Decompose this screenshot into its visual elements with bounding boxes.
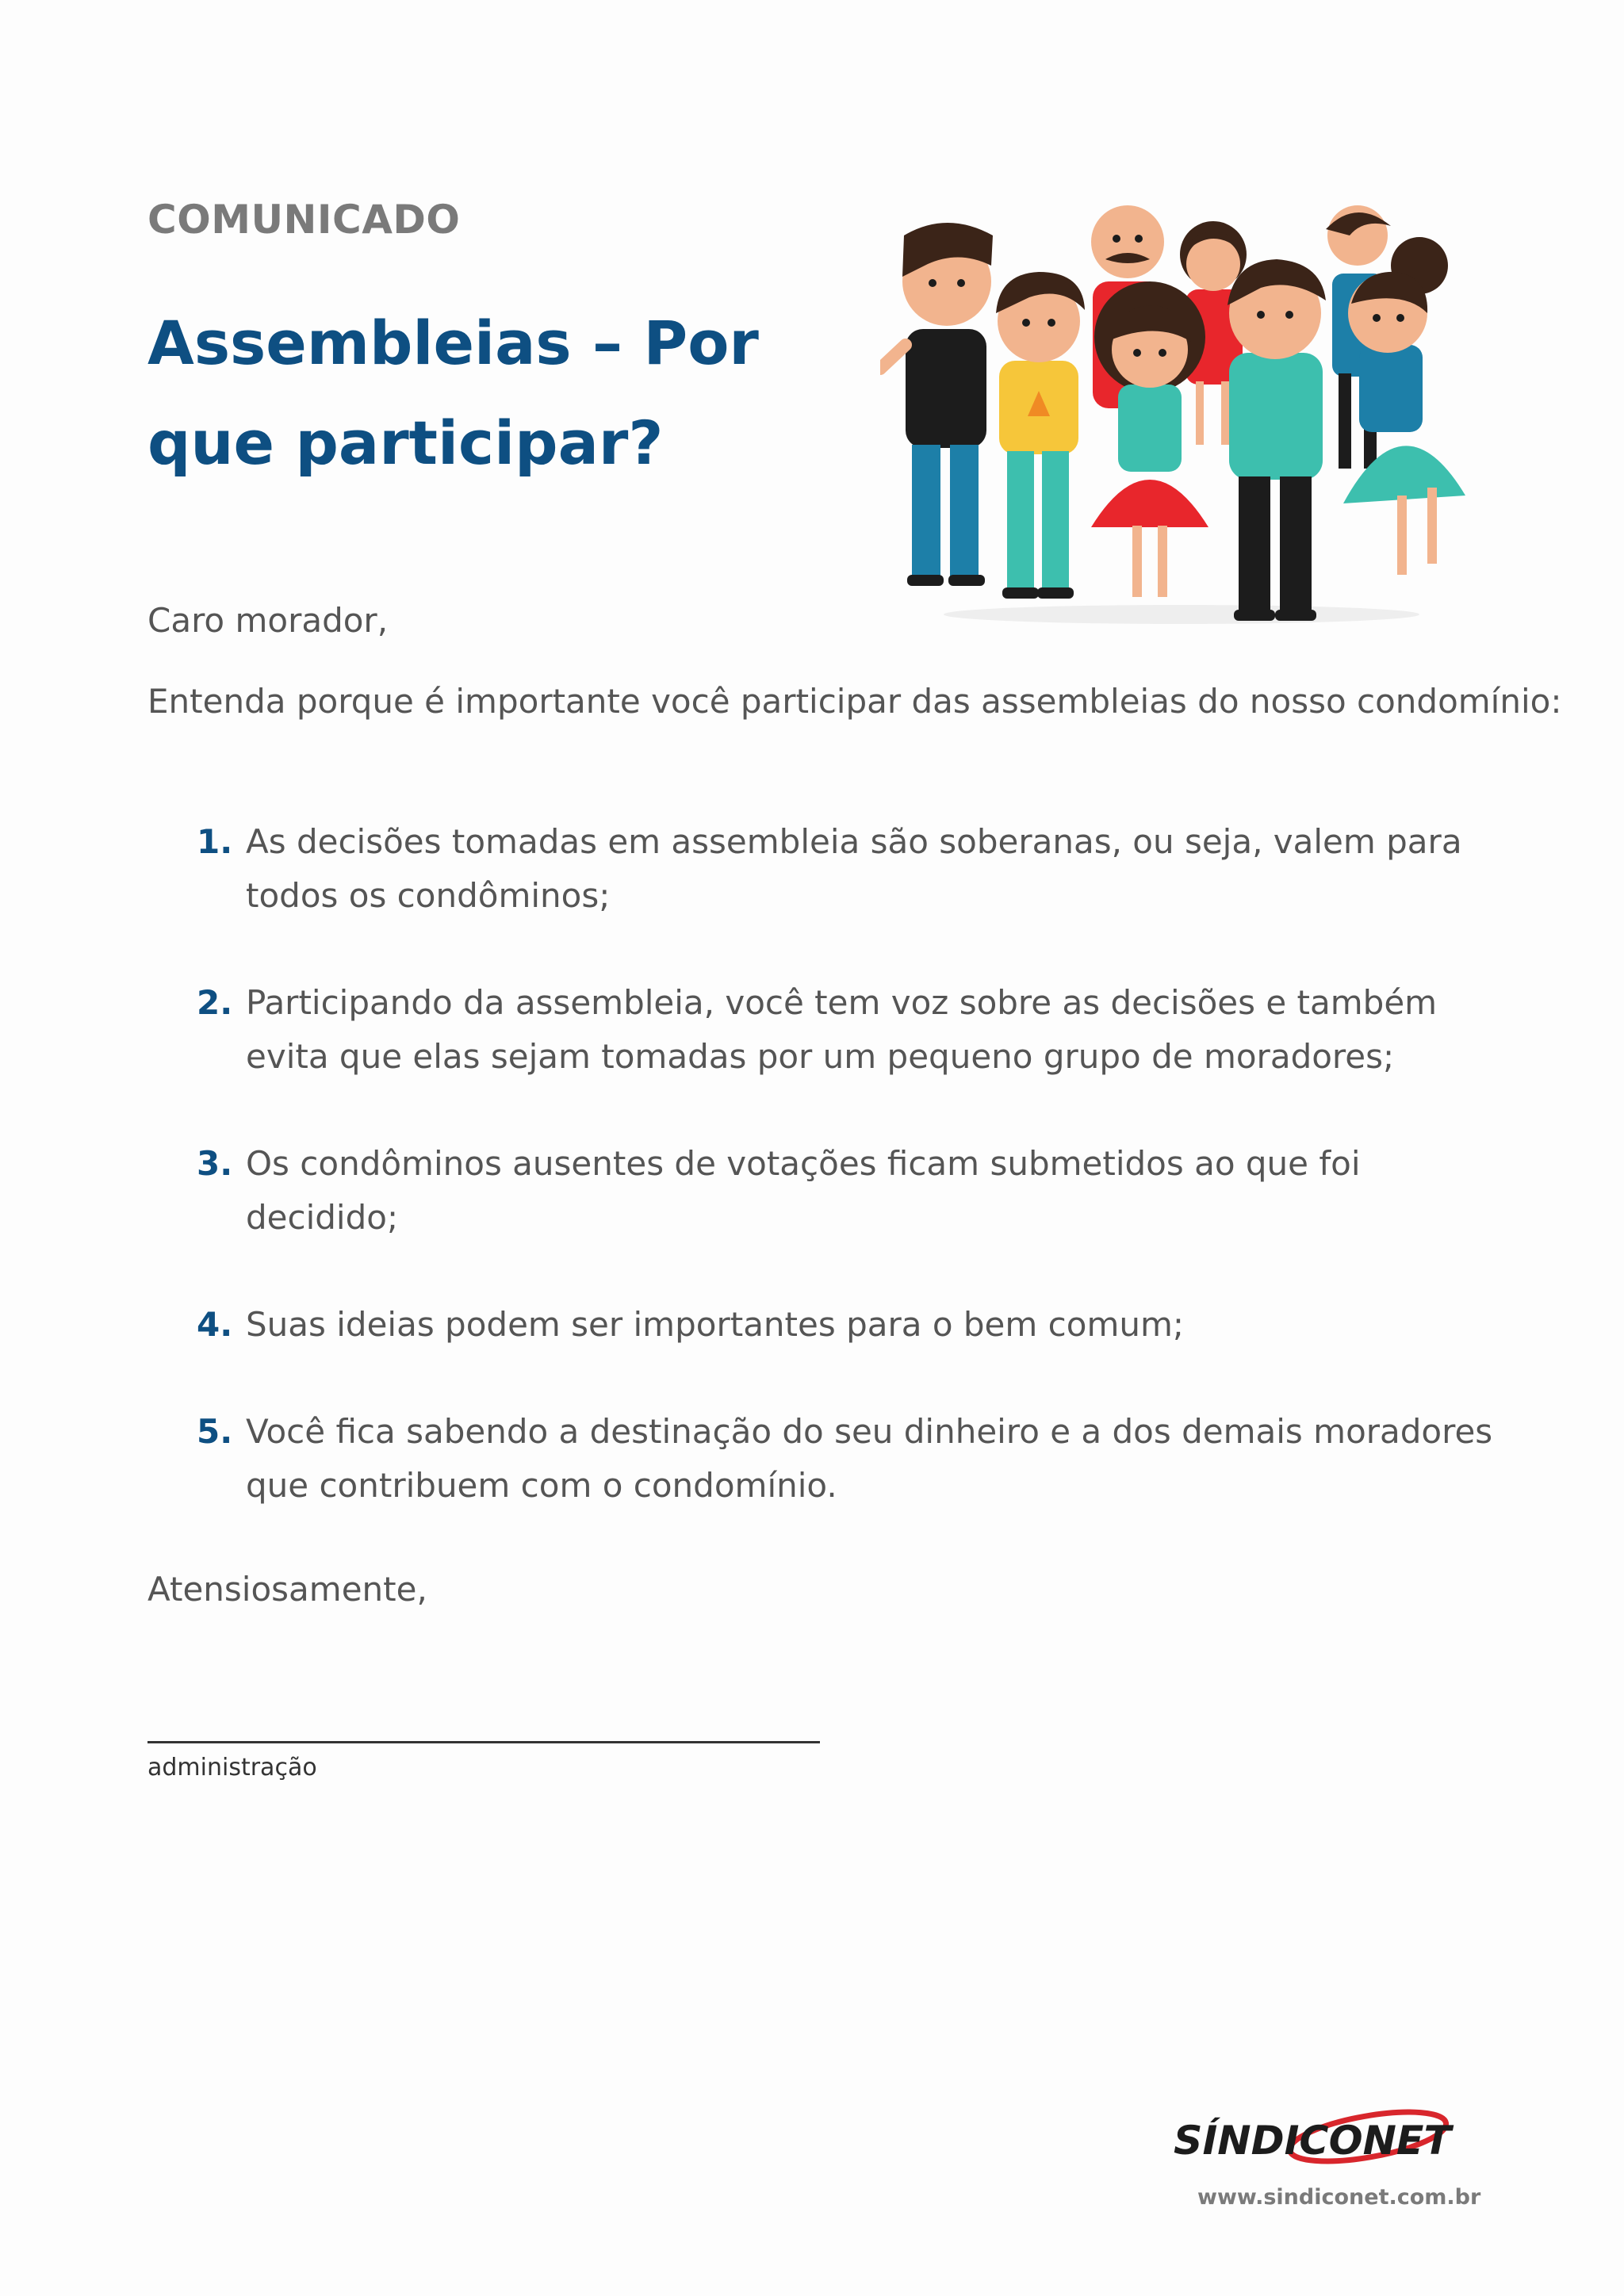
- intro-paragraph: Entenda porque é importante você participar das assembleias do nosso condomínio:: [147, 682, 1562, 721]
- list-item: [147, 1405, 1496, 1513]
- list-item-text: Os condôminos ausentes de votações ficam submetidos ao que foi decidido;: [246, 1144, 1361, 1237]
- list-item-text: Você fica sabendo a destinação do seu dinheiro e a dos demais moradores que contribuem com o condomínio.: [246, 1412, 1493, 1505]
- closing-text: Atensiosamente,: [147, 1570, 427, 1609]
- document-kicker: COMUNICADO: [147, 197, 461, 243]
- list-item-text: Suas ideias podem ser importantes para o bem comum;: [246, 1305, 1185, 1344]
- list-item-text: Participando da assembleia, você tem voz sobre as decisões e também evita que elas sejam tomadas por um pequeno grupo de moradores;: [246, 983, 1438, 1076]
- signature-label: administração: [147, 1754, 317, 1781]
- list-item: [147, 1137, 1496, 1245]
- list-item-number: 5.: [197, 1412, 233, 1451]
- list-item-number: 2.: [197, 983, 233, 1022]
- list-item-number: 3.: [197, 1144, 233, 1183]
- person-man-teal-shirt-figure: [1228, 259, 1326, 621]
- list-item-number: 1.: [197, 822, 233, 861]
- person-girl-red-dress-figure: [1091, 281, 1208, 597]
- list-item: [147, 976, 1496, 1084]
- logo-wordmark: SÍNDICONET: [1174, 2118, 1448, 2164]
- sindiconet-logo: [1174, 2105, 1467, 2176]
- list-item-number: 4.: [197, 1305, 233, 1344]
- person-boy-yellow-shirt-figure: [996, 272, 1085, 599]
- group-of-people-illustration: [880, 194, 1483, 626]
- person-woman-teal-dress-figure: [1343, 237, 1465, 575]
- footer-url-link[interactable]: www.sindiconet.com.br: [1197, 2185, 1481, 2210]
- signature-line: [147, 1741, 820, 1743]
- person-man-black-shirt-figure: [880, 223, 993, 586]
- list-item-text: As decisões tomadas em assembleia são soberanas, ou seja, valem para todos os condôminos;: [246, 822, 1462, 915]
- greeting-text: Caro morador,: [147, 601, 389, 640]
- document-title: Assembleias – Por que participar?: [147, 308, 759, 478]
- list-item: [147, 1298, 1496, 1352]
- reasons-list: [147, 815, 1496, 1566]
- list-item: [147, 815, 1496, 923]
